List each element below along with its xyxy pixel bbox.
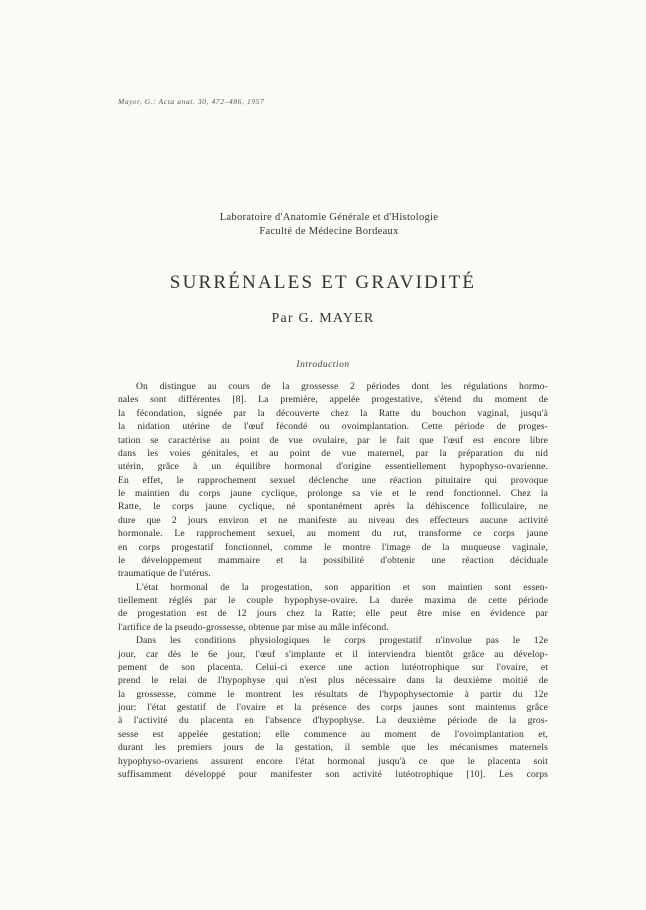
body-line: suffisamment développé pour manifester son activité lutéotrophique [10]. Les corps <box>118 768 548 780</box>
body-line: hypophyso-ovariens assurent encore l'état hormonal jusqu'à ce que le placenta soit <box>118 755 548 767</box>
body-line: le développement mammaire et la possibilité d'obtenir une réaction déciduale <box>118 554 548 566</box>
body-line: tiellement réglés par le couple hypophyse-ovaire. La durée maxima de cette période <box>118 595 548 606</box>
body-line: durant les premiers jours de la gestation, il semble que les mécanismes maternels <box>118 742 548 754</box>
affiliation-faculty: Faculté de Médecine Bordeaux <box>259 226 399 237</box>
article-author: Par G. MAYER <box>271 311 375 326</box>
body-text <box>118 380 548 781</box>
body-line: traumatique de l'utérus. <box>118 568 211 580</box>
section-heading: Introduction <box>296 360 350 370</box>
body-line: tation se caractérise au point de vue ovulaire, par le fait que l'œuf est encore libre <box>118 434 548 446</box>
body-line: On distingue au cours de la grossesse 2 périodes dont les régulations hormo- <box>136 381 548 392</box>
body-line: sesse est appelée gestation; elle commence au moment de l'ovoimplantation et, <box>118 728 548 740</box>
body-line: Dans les conditions physiologiques le corps progestatif n'involue pas le 12e <box>136 635 548 647</box>
body-line: à l'activité du placenta en l'absence d'hypophyse. La deuxième période de la gros- <box>118 715 548 727</box>
body-line: la grossesse, comme le montrent les résultats de l'hypophysectomie à partir du 12e <box>118 688 548 700</box>
body-line: hormonale. Le rapprochement sexuel, au moment du rut, transforme ce corps jaune <box>118 528 548 540</box>
body-line: utérin, grâce à un équilibre hormonal d'origine essentiellement hypophyso-ovarienne. <box>118 461 548 473</box>
body-line: prend le relai de l'hypophyse qui n'est plus nécessaire dans la deuxième moitié de <box>118 675 548 687</box>
body-line: jour, car dès le 6e jour, l'œuf s'implante et il interviendra bientôt grâce au dévelop- <box>118 648 548 660</box>
body-line: jour: l'état gestatif de l'ovaire et la présence des corps jaunes sont maintenus grâce <box>118 702 548 713</box>
body-line: dure que 2 jours environ et ne manifeste au niveau des effecteurs aucune activité <box>118 514 548 526</box>
body-line: en corps progestatif fonctionnel, comme le montre l'image de la muqueuse vaginale, <box>118 541 548 553</box>
body-line: de progestation est de 12 jours chez la Ratte; elle peut être mise en évidence par <box>118 608 548 620</box>
article-title: SURRÉNALES ET GRAVIDITÉ <box>169 272 477 293</box>
body-line: nales sont différentes [8]. La première, appelée progestative, s'étend du moment de <box>118 394 548 406</box>
affiliation-laboratory: Laboratoire d'Anatomie Générale et d'Histologie <box>219 212 439 223</box>
body-line: Ratte, le corps jaune cyclique, né spontanément après la déhiscence folliculaire, ne <box>118 501 548 513</box>
body-line: L'état hormonal de la progestation, son apparition et son maintien sont essen- <box>136 581 548 593</box>
journal-citation: Mayer, G.: Acta anat. 30, 472–486, 1957 <box>118 97 265 106</box>
body-line: pement de son placenta. Celui-ci exerce une action lutéotrophique sur l'ovaire, et <box>118 661 548 673</box>
body-line: le maintien du corps jaune cyclique, prolonge sa vie et le rend fonctionnel. Chez la <box>118 488 548 499</box>
body-line: En effet, le rapprochement sexuel déclenche une réaction pituitaire qui provoque <box>118 474 548 486</box>
body-line: la nidation utérine de l'œuf fécondé ou ovoimplantation. Cette période de proges- <box>118 421 548 433</box>
body-line: dans les voies génitales, et au point de vue maternel, par la préparation du nid <box>118 447 548 459</box>
body-line: l'artifice de la pseudo-grossesse, obtenue par mise au mâle infécond. <box>118 621 389 633</box>
body-line: la fécondation, signée par la découverte chez la Ratte du bouchon vaginal, jusqu'à <box>118 407 548 419</box>
